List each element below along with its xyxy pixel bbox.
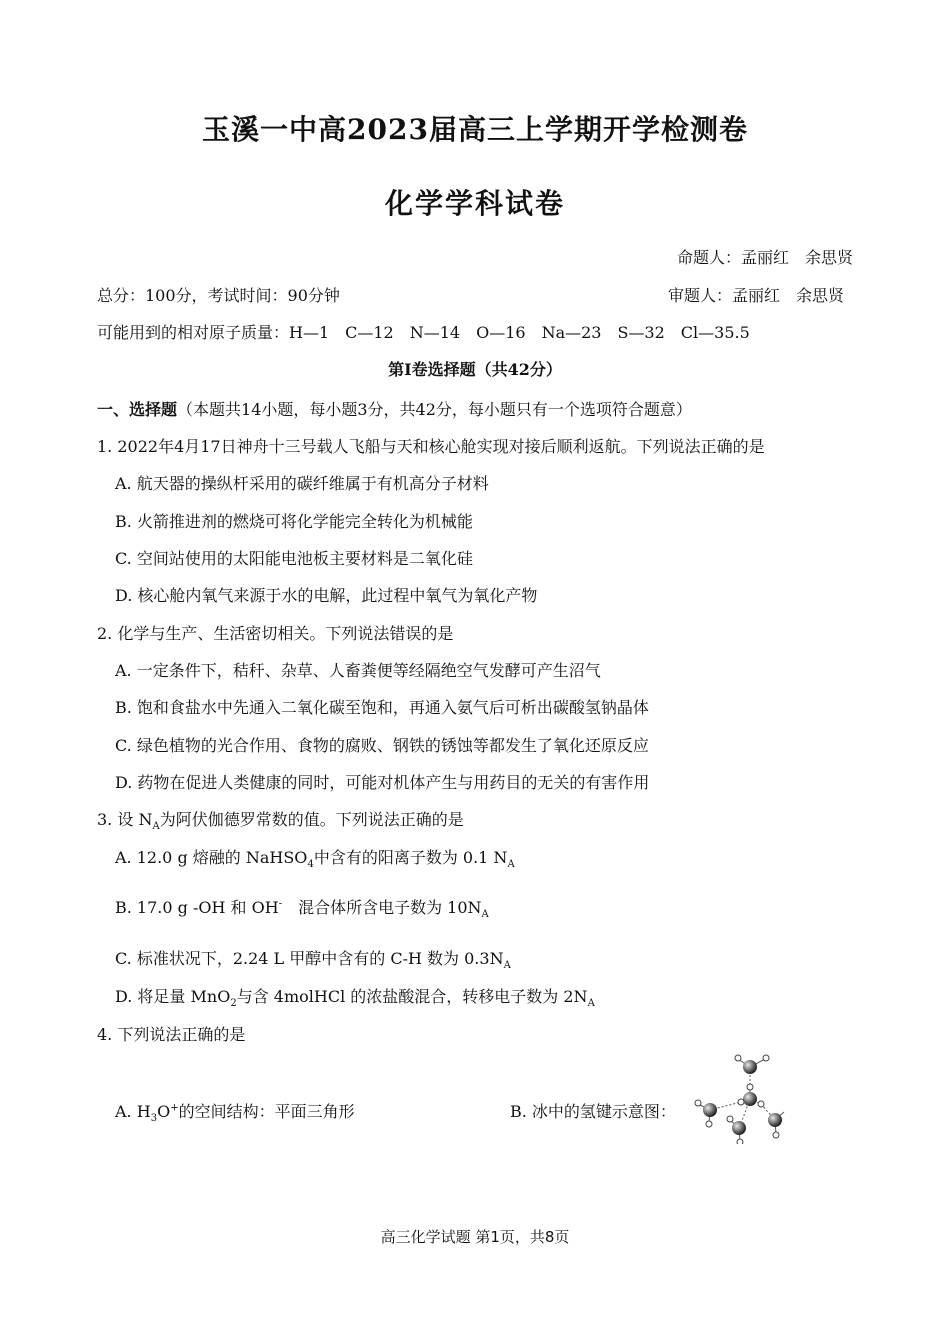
q3-option-a: A. 12.0 g 熔融的 NaHSO$_4$中含有的阳离子数为 0.1 $N_A$ (115, 848, 515, 871)
q2-option-b: B. 饱和食盐水中先通入二氧化碳至饱和，再通入氨气后可析出碳酸氢钠晶体 (115, 698, 649, 717)
q3-option-b: B. 17.0 g -OH 和 OH- 混合体所含电子数为 $10N_A$ (115, 898, 489, 921)
q2-option-d: D. 药物在促进人类健康的同时，可能对机体产生与用药目的无关的有害作用 (115, 773, 650, 792)
reviewer-line: 审题人：孟丽红 余思贤 (667, 286, 844, 305)
q1-option-d: D. 核心舱内氧气来源于水的电解，此过程中氧气为氧化产物 (115, 586, 538, 605)
exam-subtitle: 化学学科试卷 (384, 187, 565, 220)
q2-option-a: A. 一定条件下，秸秆、杂草、人畜粪便等经隔绝空气发酵可产生沼气 (115, 661, 601, 680)
ice-hydrogen-bond-diagram (685, 1052, 795, 1144)
q4-stem: 4. 下列说法正确的是 (97, 1025, 246, 1044)
q2-option-c: C. 绿色植物的光合作用、食物的腐败、钢铁的锈蚀等都发生了氧化还原反应 (115, 736, 649, 755)
water-molecule (695, 1100, 717, 1127)
water-molecule (738, 1084, 757, 1106)
q1-option-a: A. 航天器的操纵杆采用的碳纤维属于有机高分子材料 (115, 474, 489, 493)
q1-stem: 1. 2022年4月17日神舟十三号载人飞船与天和核心舱实现对接后顺利返航。下列说法正确的是 (97, 437, 765, 456)
q2-stem: 2. 化学与生产、生活密切相关。下列说法错误的是 (97, 624, 454, 643)
page-footer: 高三化学试题 第1页，共8页 (380, 1228, 570, 1246)
part-label: 一、选择题 (97, 400, 178, 419)
q4-option-b: B. 冰中的氢键示意图： (510, 1102, 676, 1121)
water-molecule (758, 1101, 782, 1138)
water-molecule (727, 1116, 746, 1144)
part-description: （本题共14小题，每小题3分，共42分，每小题只有一个选项符合题意） (177, 400, 692, 419)
q1-option-c: C. 空间站使用的太阳能电池板主要材料是二氧化硅 (115, 549, 473, 568)
section-title: 第I卷选择题（共42分） (388, 360, 562, 379)
part-heading (97, 400, 692, 420)
q3-option-c: C. 标准状况下，2.24 L 甲醇中含有的 C-H 数为 $0.3N_A$ (115, 949, 511, 972)
q1-option-b: B. 火箭推进剂的燃烧可将化学能完全转化为机械能 (115, 512, 473, 531)
atomic-masses-line: 可能用到的相对原子质量：H—1 C—12 N—14 O—16 Na—23 S—32 Cl—35.5 (97, 323, 750, 342)
author-line: 命题人：孟丽红 余思贤 (676, 248, 853, 267)
water-molecule (735, 1055, 769, 1074)
q4-option-a: A. $H_3O^+$的空间结构：平面三角形 (115, 1102, 355, 1125)
q3-option-d: D. 将足量 MnO$_2$与含 4molHCl 的浓盐酸混合，转移电子数为 $2N_A$ (115, 987, 595, 1010)
exam-title: 玉溪一中高2023届高三上学期开学检测卷 (202, 113, 748, 146)
total-score-line: 总分：100分，考试时间：90分钟 (97, 286, 340, 305)
q3-stem: 3. 设 $N_A$为阿伏伽德罗常数的值。下列说法正确的是 (97, 810, 464, 833)
